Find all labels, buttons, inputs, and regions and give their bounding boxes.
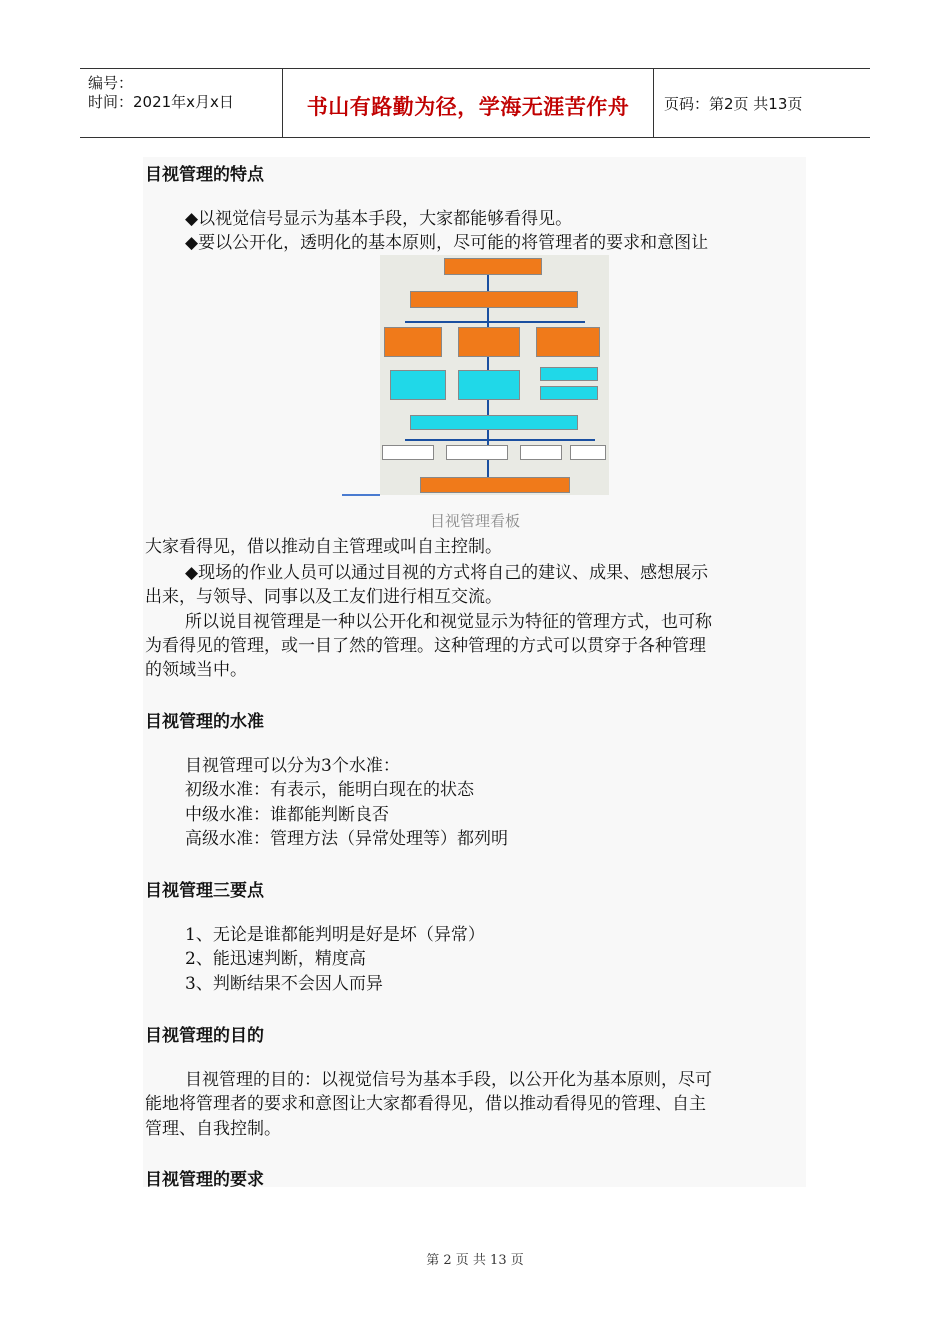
flow-box-orange xyxy=(410,291,578,308)
flow-box-white xyxy=(382,445,434,460)
flow-box-orange xyxy=(536,327,600,357)
flow-box-orange xyxy=(444,258,542,275)
flow-box-white xyxy=(446,445,508,460)
flow-box-white xyxy=(520,445,562,460)
section-title-requirements: 目视管理的要求 xyxy=(145,1170,264,1190)
flow-box-white xyxy=(570,445,606,460)
flow-box-cyan xyxy=(458,370,520,400)
paragraph: 的领域当中。 xyxy=(145,660,247,680)
paragraph: 能地将管理者的要求和意图让大家都看得见，借以推动看得见的管理、自主 xyxy=(145,1094,706,1114)
paragraph: 目视管理的目的：以视觉信号为基本手段，以公开化为基本原则，尽可 xyxy=(185,1070,712,1090)
flow-box-cyan xyxy=(540,386,598,400)
section-title-levels: 目视管理的水准 xyxy=(145,712,264,732)
paragraph: 中级水准：谁都能判断良否 xyxy=(185,805,389,825)
paragraph: 目视管理可以分为3个水准： xyxy=(185,756,400,776)
flow-box-orange xyxy=(384,327,442,357)
section-title-features: 目视管理的特点 xyxy=(145,165,264,185)
header-motto: 书山有路勤为径，学海无涯苦作舟 xyxy=(306,95,630,119)
paragraph: 所以说目视管理是一种以公开化和视觉显示为特征的管理方式，也可称 xyxy=(185,612,712,632)
flow-box-cyan xyxy=(540,367,598,381)
figure-caption: 目视管理看板 xyxy=(429,512,520,530)
flow-box-orange xyxy=(458,327,520,357)
list-item: 2、能迅速判断，精度高 xyxy=(185,949,366,969)
page-footer: 第 2 页 共 13 页 xyxy=(426,1253,524,1268)
page-header xyxy=(80,68,870,138)
header-motto-cell xyxy=(283,69,654,137)
paragraph: ◆以视觉信号显示为基本手段，大家都能够看得见。 xyxy=(185,209,573,229)
paragraph: 为看得见的管理，或一目了然的管理。这种管理的方式可以贯穿于各种管理 xyxy=(145,636,706,656)
flow-box-cyan xyxy=(410,415,578,430)
paragraph: 初级水准：有表示，能明白现在的状态 xyxy=(185,780,474,800)
document-date-label: 时间：2021年x月x日 xyxy=(88,93,234,111)
flow-box-orange xyxy=(420,477,570,493)
list-item: 1、无论是谁都能判明是好是坏（异常） xyxy=(185,925,485,945)
header-page-number: 页码：第2页 共13页 xyxy=(664,95,803,113)
paragraph: ◆要以公开化，透明化的基本原则，尽可能的将管理者的要求和意图让 xyxy=(185,233,709,253)
paragraph: 出来，与领导、同事以及工友们进行相互交流。 xyxy=(145,587,502,607)
flow-line xyxy=(405,439,595,441)
visual-management-board-figure xyxy=(380,255,609,495)
flow-box-cyan xyxy=(390,370,446,400)
paragraph: 管理、自我控制。 xyxy=(145,1119,281,1139)
document-number-label: 编号： xyxy=(88,74,134,92)
section-title-three-points: 目视管理三要点 xyxy=(145,881,264,901)
paragraph: ◆现场的作业人员可以通过目视的方式将自己的建议、成果、感想展示 xyxy=(185,563,709,583)
header-info-cell xyxy=(80,69,283,137)
figure-underline xyxy=(342,494,380,496)
paragraph: 高级水准：管理方法（异常处理等）都列明 xyxy=(185,829,508,849)
flow-line xyxy=(405,321,585,323)
section-title-purpose: 目视管理的目的 xyxy=(145,1026,264,1046)
header-page-cell xyxy=(654,69,870,137)
list-item: 3、判断结果不会因人而异 xyxy=(185,974,383,994)
paragraph: 大家看得见，借以推动自主管理或叫自主控制。 xyxy=(145,537,502,557)
